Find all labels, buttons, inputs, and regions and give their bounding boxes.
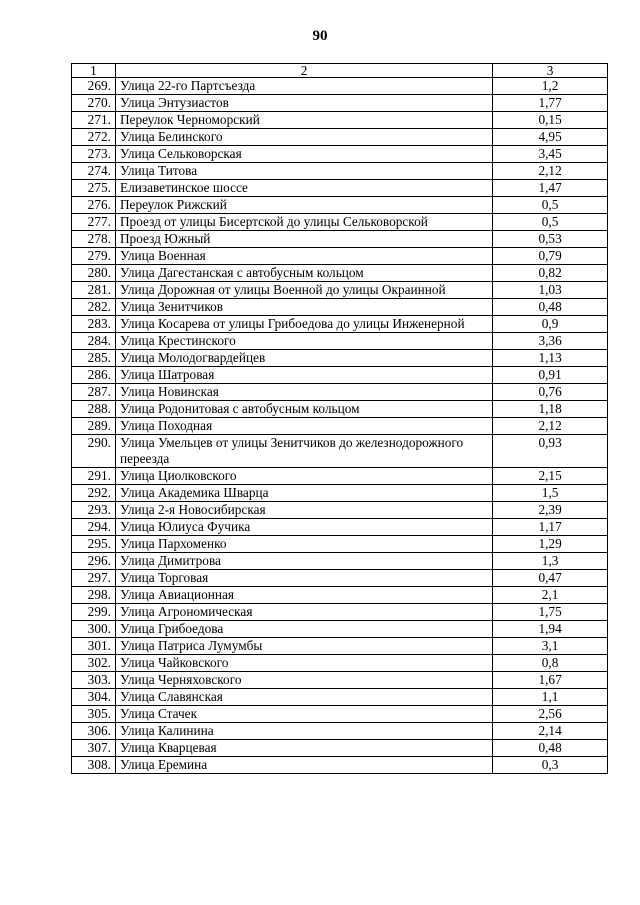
table-row	[72, 78, 608, 95]
row-number: 271.	[72, 112, 116, 129]
row-number: 308.	[72, 757, 116, 774]
street-name: Улица Сельковорская	[115, 146, 492, 163]
street-name: Улица Пархоменко	[115, 536, 492, 553]
street-name: Улица Походная	[115, 418, 492, 435]
street-name: Улица Белинского	[115, 129, 492, 146]
length-km: 1,1	[493, 689, 608, 706]
length-km: 2,1	[493, 587, 608, 604]
street-name: Улица Юлиуса Фучика	[115, 519, 492, 536]
table-row	[72, 418, 608, 435]
table-row	[72, 367, 608, 384]
table-row	[72, 604, 608, 621]
table-body	[72, 78, 608, 774]
row-number: 307.	[72, 740, 116, 757]
table-row	[72, 197, 608, 214]
length-km: 0,5	[493, 214, 608, 231]
table-row	[72, 485, 608, 502]
table-row	[72, 553, 608, 570]
length-km: 0,48	[493, 299, 608, 316]
street-name: Улица Крестинского	[115, 333, 492, 350]
row-number: 274.	[72, 163, 116, 180]
street-name: Улица Торговая	[115, 570, 492, 587]
street-name: Улица 22-го Партсъезда	[115, 78, 492, 95]
table-row	[72, 655, 608, 672]
table-row	[72, 163, 608, 180]
table-row	[72, 536, 608, 553]
row-number: 292.	[72, 485, 116, 502]
street-name: Улица Умельцев от улицы Зенитчиков до железнодорожного переезда	[115, 435, 492, 468]
row-number: 276.	[72, 197, 116, 214]
table-row	[72, 333, 608, 350]
length-km: 1,77	[493, 95, 608, 112]
length-km: 1,17	[493, 519, 608, 536]
street-name: Улица Черняховского	[115, 672, 492, 689]
length-km: 0,47	[493, 570, 608, 587]
length-km: 2,12	[493, 163, 608, 180]
row-number: 290.	[72, 435, 116, 468]
table-row	[72, 570, 608, 587]
length-km: 0,93	[493, 435, 608, 468]
length-km: 1,47	[493, 180, 608, 197]
street-name: Улица Патриса Лумумбы	[115, 638, 492, 655]
street-name: Улица Славянская	[115, 689, 492, 706]
row-number: 305.	[72, 706, 116, 723]
length-km: 2,15	[493, 468, 608, 485]
street-name: Улица Косарева от улицы Грибоедова до улицы Инженерной	[115, 316, 492, 333]
table-row	[72, 316, 608, 333]
table-row	[72, 95, 608, 112]
table-row	[72, 146, 608, 163]
street-name: Улица Дагестанская с автобусным кольцом	[115, 265, 492, 282]
table-row	[72, 689, 608, 706]
row-number: 296.	[72, 553, 116, 570]
row-number: 297.	[72, 570, 116, 587]
row-number: 287.	[72, 384, 116, 401]
row-number: 280.	[72, 265, 116, 282]
row-number: 300.	[72, 621, 116, 638]
row-number: 282.	[72, 299, 116, 316]
length-km: 0,9	[493, 316, 608, 333]
length-km: 2,39	[493, 502, 608, 519]
table-row	[72, 723, 608, 740]
street-name: Улица Новинская	[115, 384, 492, 401]
length-km: 3,36	[493, 333, 608, 350]
length-km: 0,3	[493, 757, 608, 774]
row-number: 277.	[72, 214, 116, 231]
table-row	[72, 757, 608, 774]
table-row	[72, 706, 608, 723]
row-number: 275.	[72, 180, 116, 197]
street-name: Улица Военная	[115, 248, 492, 265]
street-name: Улица 2-я Новосибирская	[115, 502, 492, 519]
street-name: Улица Калинина	[115, 723, 492, 740]
length-km: 0,82	[493, 265, 608, 282]
table-row	[72, 672, 608, 689]
row-number: 279.	[72, 248, 116, 265]
table-row	[72, 502, 608, 519]
table-row	[72, 248, 608, 265]
table-row	[72, 587, 608, 604]
street-name: Улица Агрономическая	[115, 604, 492, 621]
street-name: Улица Родонитовая с автобусным кольцом	[115, 401, 492, 418]
street-name: Улица Кварцевая	[115, 740, 492, 757]
row-number: 281.	[72, 282, 116, 299]
table-row	[72, 350, 608, 367]
street-name: Улица Шатровая	[115, 367, 492, 384]
row-number: 293.	[72, 502, 116, 519]
street-name: Улица Циолковского	[115, 468, 492, 485]
length-km: 0,91	[493, 367, 608, 384]
street-name: Проезд от улицы Бисертской до улицы Сельковорской	[115, 214, 492, 231]
street-name: Переулок Черноморский	[115, 112, 492, 129]
table-row	[72, 214, 608, 231]
street-name: Проезд Южный	[115, 231, 492, 248]
length-km: 1,3	[493, 553, 608, 570]
table-row	[72, 468, 608, 485]
row-number: 283.	[72, 316, 116, 333]
row-number: 304.	[72, 689, 116, 706]
length-km: 1,67	[493, 672, 608, 689]
length-km: 0,48	[493, 740, 608, 757]
row-number: 302.	[72, 655, 116, 672]
table-header-row	[72, 64, 608, 78]
table-row	[72, 231, 608, 248]
row-number: 289.	[72, 418, 116, 435]
row-number: 272.	[72, 129, 116, 146]
length-km: 1,13	[493, 350, 608, 367]
row-number: 291.	[72, 468, 116, 485]
row-number: 288.	[72, 401, 116, 418]
row-number: 306.	[72, 723, 116, 740]
column-header-name: 2	[115, 64, 492, 78]
row-number: 299.	[72, 604, 116, 621]
length-km: 0,53	[493, 231, 608, 248]
table-row	[72, 180, 608, 197]
column-header-number: 1	[72, 64, 116, 78]
street-name: Улица Еремина	[115, 757, 492, 774]
roads-table	[71, 63, 608, 774]
length-km: 1,29	[493, 536, 608, 553]
row-number: 273.	[72, 146, 116, 163]
table-row	[72, 282, 608, 299]
street-name: Улица Грибоедова	[115, 621, 492, 638]
table-row	[72, 112, 608, 129]
length-km: 1,75	[493, 604, 608, 621]
table-row	[72, 129, 608, 146]
table-row	[72, 519, 608, 536]
street-name: Улица Дорожная от улицы Военной до улицы Окраинной	[115, 282, 492, 299]
table-row	[72, 621, 608, 638]
table-row	[72, 265, 608, 282]
street-name: Улица Титова	[115, 163, 492, 180]
street-name: Улица Молодогвардейцев	[115, 350, 492, 367]
row-number: 285.	[72, 350, 116, 367]
length-km: 0,5	[493, 197, 608, 214]
length-km: 4,95	[493, 129, 608, 146]
table-row	[72, 384, 608, 401]
length-km: 1,03	[493, 282, 608, 299]
row-number: 278.	[72, 231, 116, 248]
street-name: Улица Стачек	[115, 706, 492, 723]
row-number: 286.	[72, 367, 116, 384]
row-number: 298.	[72, 587, 116, 604]
row-number: 284.	[72, 333, 116, 350]
length-km: 1,5	[493, 485, 608, 502]
row-number: 295.	[72, 536, 116, 553]
length-km: 2,14	[493, 723, 608, 740]
length-km: 2,12	[493, 418, 608, 435]
street-name: Улица Чайковского	[115, 655, 492, 672]
street-name: Улица Авиационная	[115, 587, 492, 604]
street-name: Переулок Рижский	[115, 197, 492, 214]
column-header-length: 3	[493, 64, 608, 78]
length-km: 3,45	[493, 146, 608, 163]
length-km: 0,76	[493, 384, 608, 401]
table-row	[72, 401, 608, 418]
street-name: Улица Академика Шварца	[115, 485, 492, 502]
length-km: 0,15	[493, 112, 608, 129]
table-row	[72, 740, 608, 757]
street-name: Улица Зенитчиков	[115, 299, 492, 316]
row-number: 294.	[72, 519, 116, 536]
row-number: 269.	[72, 78, 116, 95]
length-km: 1,94	[493, 621, 608, 638]
length-km: 3,1	[493, 638, 608, 655]
length-km: 0,79	[493, 248, 608, 265]
street-name: Улица Димитрова	[115, 553, 492, 570]
row-number: 270.	[72, 95, 116, 112]
table-row	[72, 299, 608, 316]
row-number: 301.	[72, 638, 116, 655]
street-name: Улица Энтузиастов	[115, 95, 492, 112]
page-number: 90	[312, 28, 328, 44]
table-row	[72, 638, 608, 655]
length-km: 0,8	[493, 655, 608, 672]
length-km: 1,18	[493, 401, 608, 418]
length-km: 1,2	[493, 78, 608, 95]
row-number: 303.	[72, 672, 116, 689]
street-name: Елизаветинское шоссе	[115, 180, 492, 197]
length-km: 2,56	[493, 706, 608, 723]
table-row	[72, 435, 608, 468]
